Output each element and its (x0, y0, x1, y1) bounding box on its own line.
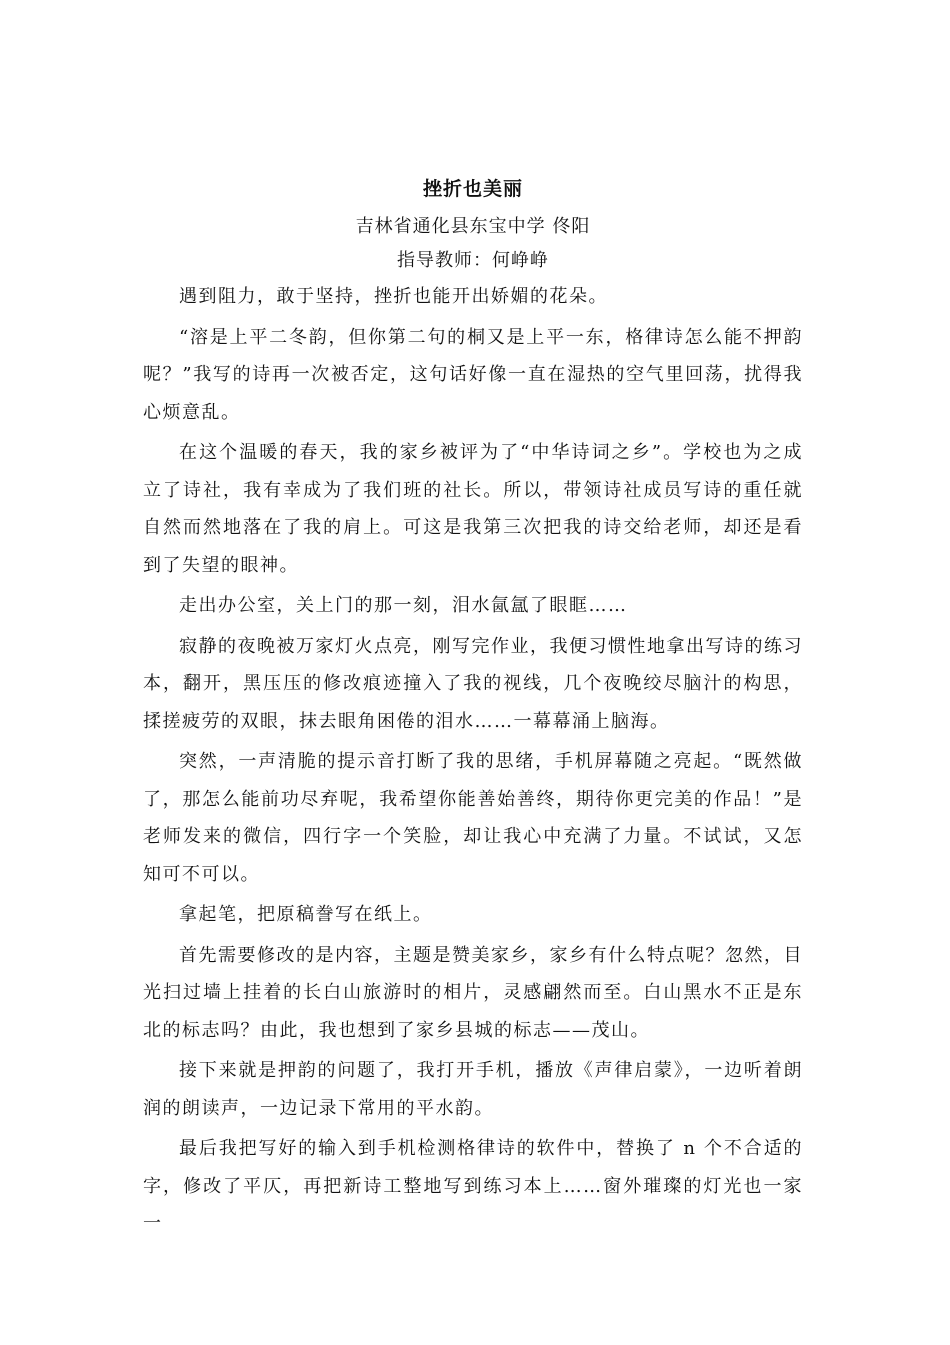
paragraph-8: 首先需要修改的是内容，主题是赞美家乡，家乡有什么特点呢？忽然，目光扫过墙上挂着的长白山旅游时的相片，灵感翩然而至。白山黑水不正是东北的标志吗？由此，我也想到了家乡县城的标志——茂山。 (143, 944, 803, 1041)
paragraph-3: 在这个温暖的春天，我的家乡被评为了“中华诗词之乡”。学校也为之成立了诗社，我有幸成为了我们班的社长。所以，带领诗社成员写诗的重任就自然而然地落在了我的肩上。可这是我第三次把我的诗交给老师，却还是看到了失望的眼神。 (143, 442, 803, 576)
teacher-line: 指导教师：何峥峥 (397, 250, 549, 271)
paragraph-9: 接下来就是押韵的问题了，我打开手机，播放《声律启蒙》，一边听着朗润的朗读声，一边记录下常用的平水韵。 (143, 1060, 803, 1119)
author-line: 吉林省通化县东宝中学 佟阳 (355, 216, 591, 237)
paragraph-1: 遇到阻力，敢于坚持，挫折也能开出娇媚的花朵。 (179, 286, 608, 307)
paragraph-4: 走出办公室，关上门的那一刻，泪水氤氲了眼眶…… (179, 595, 628, 616)
paragraph-10: 最后我把写好的输入到手机检测格律诗的软件中，替换了 n 个不合适的字，修改了平仄，再把新诗工整地写到练习本上……窗外璀璨的灯光也一家一 (143, 1138, 803, 1234)
paragraph-5: 寂静的夜晚被万家灯火点亮，刚写完作业，我便习惯性地拿出写诗的练习本，翻开，黑压压的修改痕迹撞入了我的视线，几个夜晚绞尽脑汁的构思，揉搓疲劳的双眼，抹去眼角困倦的泪水……一幕幕涌上脑海。 (143, 635, 803, 732)
document-page (143, 172, 803, 1246)
paragraph-6: 突然，一声清脆的提示音打断了我的思绪，手机屏幕随之亮起。“既然做了，那怎么能前功尽弃呢，我希望你能善始善终，期待你更完美的作品！”是老师发来的微信，四行字一个笑脸，却让我心中充满了力量。不试试，又怎知可不可以。 (143, 751, 803, 885)
paragraph-7: 拿起笔，把原稿誊写在纸上。 (179, 904, 433, 925)
article-title: 挫折也美丽 (422, 178, 523, 200)
paragraph-2: “溶是上平二冬韵，但你第二句的桐又是上平一东，格律诗怎么能不押韵呢？”我写的诗再一次被否定，这句话好像一直在湿热的空气里回荡，扰得我心烦意乱。 (143, 326, 803, 423)
